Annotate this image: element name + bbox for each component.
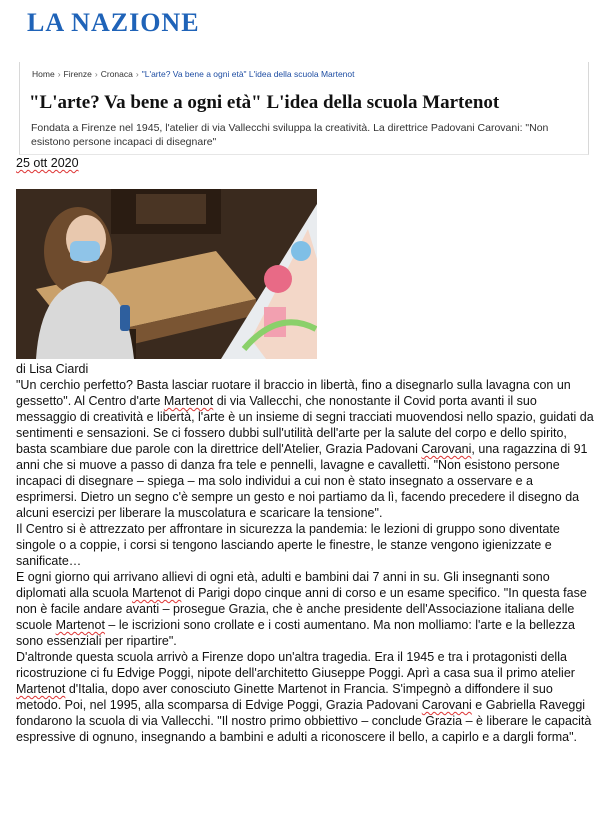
photo-child-painting-icon xyxy=(16,189,317,359)
paragraph-3: E ogni giorno qui arrivano allievi di ogni età, adulti e bambini dai 7 anni in su. Gli insegnanti sono diplomati alla scuola Martenot di Parigi dopo cinque anni di corso e un esame specifico. "In questa fase non è facile andare avanti – prosegue Grazia, che è anche presidente dell'Associazione italiana delle scuole Martenot – le iscrizioni sono crollate e i costi aumentano. Ma non molliamo: l'arte e la bellezza sono essenziali per ripartire". xyxy=(16,570,587,648)
breadcrumb-firenze[interactable]: Firenze xyxy=(63,69,92,79)
article-summary: Fondata a Firenze nel 1945, l'atelier di via Vallecchi sviluppa la creatività. La direttrice Padovani Carovani: "Non esistono persone incapaci di disegnare" xyxy=(31,122,549,148)
publish-date: 25 ott 2020 xyxy=(16,156,79,170)
paragraph-1: "Un cerchio perfetto? Basta lasciar ruotare il braccio in libertà, fino a disegnarlo sulla lavagna con un gessetto". Al Centro d'arte Martenot di via Vallecchi, che nonostante il Covid porta avanti il suo messaggio di creatività e libertà, l'arte è un insieme di segni tracciati muovendosi nello spazio, guidati da sentimenti e sensazioni. Se ci fossero dubbi sull'utilità dell'arte per la salute del corpo e dello spirito, basta scambiare due parole con la direttrice dell'Atelier, Grazia Padovani Carovani, una ragazzina di 91 anni che si muove a passo di danza fra tele e pennelli, lavagne e cavalletti. "Non esistono persone incapaci di disegnare – spiega – ma solo individui a cui non è stato insegnato a osservare e a esprimersi. Dietro un segno c'è sempre un gesto e noi partiamo da lì, facendo precedere il disegno da alcuni esercizi per liberare la muscolatura e scaricare la tensione". xyxy=(16,378,594,520)
byline: di Lisa Ciardi xyxy=(16,362,89,376)
breadcrumb: Home › Firenze › Cronaca › "L'arte? Va bene a ogni età" L'idea della scuola Martenot xyxy=(32,69,355,79)
page-title: "L'arte? Va bene a ogni età" L'idea della scuola Martenot xyxy=(29,92,500,113)
article-header-clip xyxy=(19,62,589,155)
breadcrumb-current: "L'arte? Va bene a ogni età" L'idea della scuola Martenot xyxy=(141,69,355,79)
article-photo xyxy=(16,189,317,359)
breadcrumb-cronaca[interactable]: Cronaca xyxy=(100,69,133,79)
paragraph-4: D'altronde questa scuola arrivò a Firenze dopo un'altra tragedia. Era il 1945 e tra i protagonisti della ricostruzione ci fu Edvige Poggi, nipote dell'architetto Giuseppe Poggi. Aprì a casa sua il primo atelier Martenot d'Italia, dopo aver conosciuto Ginette Martenot in Francia. S'impegnò a diffondere il suo metodo. Poi, nel 1995, alla scomparsa di Edvige Poggi, Grazia Padovani Carovani e Gabriella Raveggi fondarono la scuola di via Vallecchi. "Il nostro primo obbiettivo – conclude Grazia – è liberare le capacità espressive di ognuno, insegnando a bambini e adulti a riconoscere il bello, a capirlo e a dargli forma". xyxy=(16,650,592,744)
paragraph-2: Il Centro si è attrezzato per affrontare in sicurezza la pandemia: le lezioni di gruppo sono diventate singole o a coppie, i corsi si tengono lasciando aperte le finestre, le stanze vengono igienizzate e sanificate… xyxy=(16,522,560,568)
breadcrumb-home[interactable]: Home xyxy=(32,69,55,79)
article-body xyxy=(16,377,596,745)
masthead-logo[interactable]: LA NAZIONE xyxy=(27,8,200,37)
